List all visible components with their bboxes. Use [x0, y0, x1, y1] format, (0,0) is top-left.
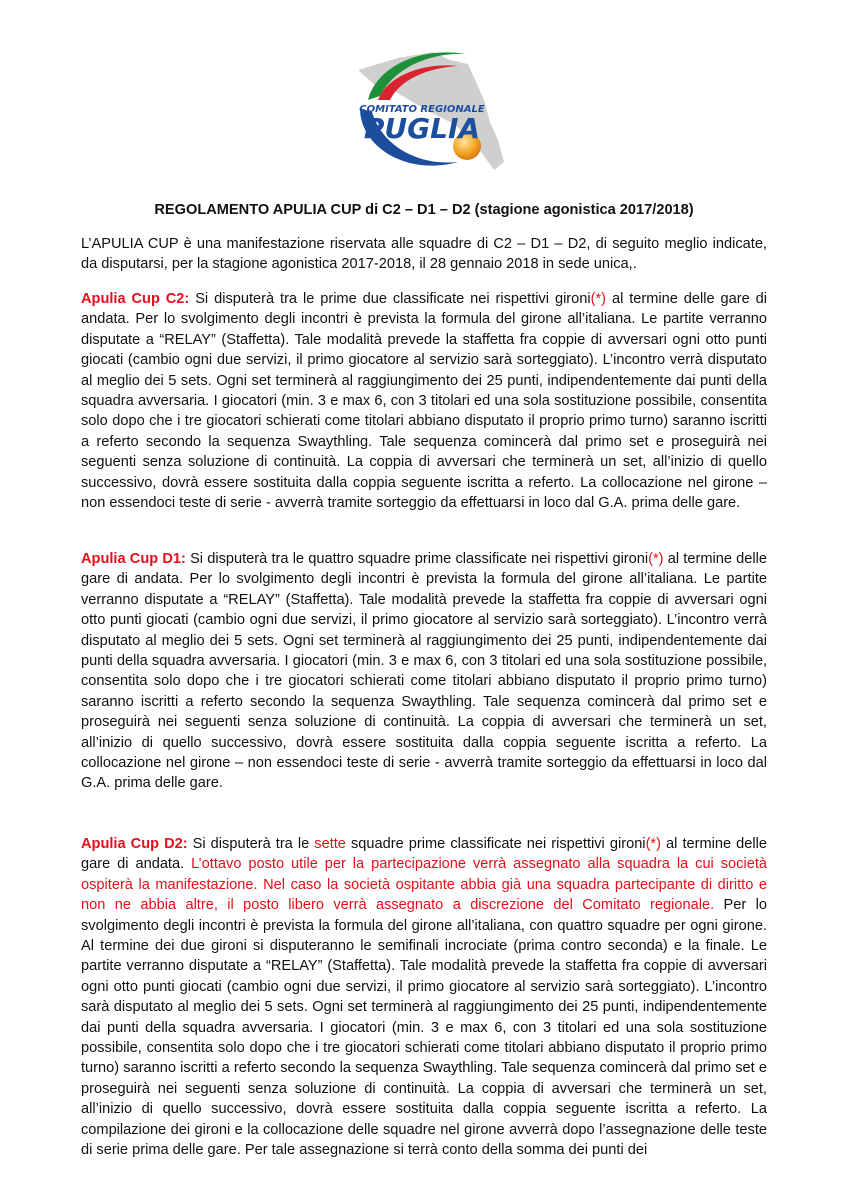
d1-text-b: al termine delle gare di andata. Per lo svolgimento degli incontri è prevista la formula del girone all’italiana. Le partite verranno disputate a “RELAY” (Staffetta). Tale modalità prevede la staffetta fra coppie di avversari ogni otto punti giocati (cambio ogni due servizi, il primo giocatore al servizio sarà sorteggiato). L’incontro verrà disputato al meglio dei 5 sets. Ogni set terminerà al raggiungimento dei 25 punti, indipendentemente dai punti della squadra avversaria. I giocatori (min. 3 e max 6, con 3 titolari ed una sola sostituzione possibile, consentita solo dopo che i tre giocatori schierati come titolari abbiano disputato il proprio primo turno) saranno iscritti a referto secondo la sequenza Swaythling. Tale sequenza comincerà dal primo set e proseguirà nei seguenti senza soluzione di continuità. La coppia di avversari che terminerà un set, all’inizio di quello successivo, dovrà essere sostituita dalla coppia seguente iscritta a referto. La collocazione nel girone – non essendoci teste di serie - avverrà tramite sorteggio da effettuarsi in loco dal G.A. prima delle gare.: [81, 551, 767, 792]
comitato-regionale-puglia-logo: [338, 30, 508, 180]
d2-asterisk: (*): [645, 836, 661, 852]
page-title: REGOLAMENTO APULIA CUP di C2 – D1 – D2 (stagione agonistica 2017/2018): [154, 202, 694, 218]
d2-paragraph: [81, 834, 767, 1161]
d1-text-a: Si disputerà tra le quattro squadre prime classificate nei rispettivi gironi: [185, 551, 649, 567]
d2-sette: sette: [314, 836, 346, 852]
d2-text-d: Per lo svolgimento degli incontri è prevista la formula del girone all’italiana, con quattro squadre per ogni girone. Al termine dei due gironi si disputeranno le semifinali incrociate (prima contro seconda) e la finale. Le partite verranno disputate a “RELAY” (Staffetta). Tale modalità prevede la staffetta fra coppie di avversari ogni otto punti giocati (cambio ogni due servizi, il primo giocatore al servizio sarà sorteggiato). L’incontro sarà disputato al meglio dei 5 sets. Ogni set terminerà al raggiungimento dei 25 punti, indipendentemente dai punti della squadra avversaria. I giocatori (min. 3 e max 6, con 3 titolari ed una sola sostituzione possibile, consentita solo dopo che i tre giocatori schierati come titolari abbiano disputato il proprio primo turno) saranno iscritti a referto secondo la sequenza Swaythling. Tale sequenza comincerà dal primo set e proseguirà nei seguenti senza soluzione di continuità. La coppia di avversari che terminerà un set, all’inizio di quello successivo, dovrà essere sostituita dalla coppia seguente iscritta a referto. La compilazione dei gironi e la collocazione delle squadre nel girone avverrà dopo l’assegnazione delle teste di serie prima delle gare. Per tale assegnazione si terrà conto della somma dei punti dei: [81, 897, 767, 1159]
d1-label: Apulia Cup D1:: [81, 551, 186, 567]
d2-red-text: L’ottavo posto utile per la partecipazione verrà assegnato alla squadra la cui società ospiterà la manifestazione. Nel caso la società ospitante abbia già una squadra partecipante di diritto e non ne abbia altre, il posto libero verrà assegnato a discrezione del Comitato regionale.: [81, 856, 767, 914]
c2-label: Apulia Cup C2:: [81, 291, 190, 307]
intro-paragraph: L’APULIA CUP è una manifestazione riservata alle squadre di C2 – D1 – D2, di seguito meglio indicate, da disputarsi, per la stagione agonistica 2017-2018, il 28 gennaio 2018 in sede unica,.: [81, 236, 767, 273]
c2-asterisk: (*): [590, 291, 607, 307]
d1-paragraph: [81, 549, 767, 794]
logo-graphic: [338, 30, 508, 180]
c2-text-b: al termine delle gare di andata. Per lo svolgimento degli incontri è prevista la formula del girone all’italiana. Le partite verranno disputate a “RELAY” (Staffetta). Tale modalità prevede la staffetta fra coppie di avversari ogni otto punti giocati (cambio ogni due servizi, il primo giocatore al servizio sarà sorteggiato). L’incontro verrà disputato al meglio dei 5 sets. Ogni set terminerà al raggiungimento dei 25 punti, indipendentemente dai punti della squadra avversaria. I giocatori (min. 3 e max 6, con 3 titolari ed una sola sostituzione possibile, consentita solo dopo che i tre giocatori schierati come titolari abbiano disputato il proprio primo turno) saranno iscritti a referto secondo la sequenza Swaythling. Tale sequenza comincerà dal primo set e proseguirà nei seguenti senza soluzione di continuità. La coppia di avversari che terminerà un set, all’inizio di quello successivo, dovrà essere sostituita dalla coppia seguente iscritta a referto. La collocazione nel girone – non essendoci teste di serie - avverrà tramite sorteggio da effettuarsi in loco dal G.A. prima delle gare.: [81, 291, 767, 512]
logo-line1: COMITATO REGIONALE: [359, 104, 485, 115]
d2-text-b: squadre prime classificate nei rispettivi gironi: [345, 836, 646, 852]
c2-text-a: Si disputerà tra le prime due classificate nei rispettivi gironi: [189, 291, 591, 307]
d1-asterisk: (*): [648, 551, 664, 567]
d2-label: Apulia Cup D2:: [81, 836, 188, 852]
d2-text-c: al termine delle gare di andata.: [81, 836, 767, 873]
c2-paragraph: [81, 289, 767, 513]
d2-text-a: Si disputerà tra le: [187, 836, 315, 852]
logo-line2: PUGLIA: [363, 112, 481, 145]
